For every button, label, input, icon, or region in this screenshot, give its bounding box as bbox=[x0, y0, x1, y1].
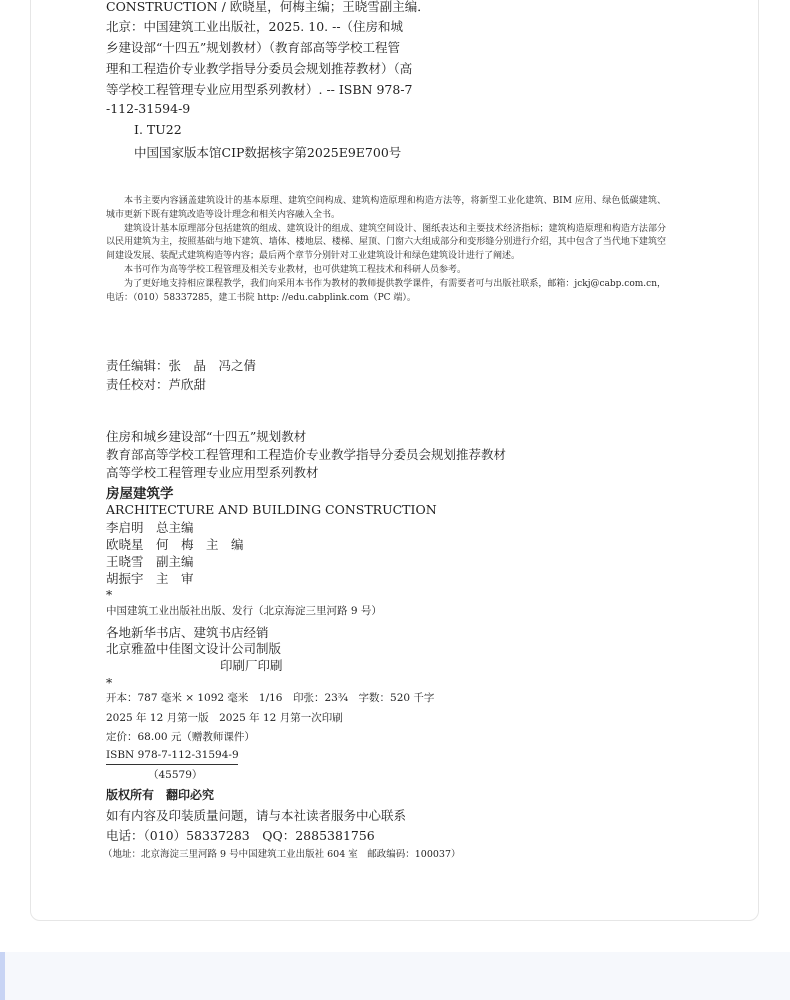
responsible-proofreader: 责任校对：芦欣甜 bbox=[106, 377, 207, 392]
responsible-editor: 责任编辑：张 晶 冯之倩 bbox=[106, 358, 257, 373]
book-title-cn: 房屋建筑学 bbox=[106, 486, 174, 502]
separator-star: * bbox=[106, 675, 113, 690]
cip-record-number: 中国国家版本馆CIP数据核字第2025E9E700号 bbox=[134, 145, 402, 160]
next-page-area bbox=[0, 952, 790, 1000]
abstract-paragraph: 为了更好地支持相应课程教学，我们向采用本书作为教材的教师提供教学课件，有需要者可与出版社联系，邮箱：jckj@cabp.com.cn，电话：（010）58337285，建工书院 http: //edu.cabplink.com（PC 端）。 bbox=[106, 278, 666, 303]
book-code: （45579） bbox=[148, 769, 203, 781]
cip-line: 乡建设部“十四五”规划教材）（教育部高等学校工程管 bbox=[106, 40, 401, 55]
series-line: 高等学校工程管理专业应用型系列教材 bbox=[106, 465, 319, 480]
edition-info: 2025 年 12 月第一版 2025 年 12 月第一次印刷 bbox=[106, 712, 343, 724]
printer: 印刷厂印刷 bbox=[220, 658, 283, 673]
typesetter: 北京雅盈中佳图文设计公司制版 bbox=[106, 641, 282, 656]
series-line: 教育部高等学校工程管理和工程造价专业教学指导分委员会规划推荐教材 bbox=[106, 447, 507, 462]
cip-line: 等学校工程管理专业应用型系列教材）. -- ISBN 978-7 bbox=[106, 82, 413, 97]
cip-line: 北京：中国建筑工业出版社，2025. 10. --（住房和城 bbox=[106, 19, 404, 34]
cip-line: -112-31594-9 bbox=[106, 101, 191, 116]
cip-class-number: Ⅰ. TU22 bbox=[134, 122, 182, 137]
chief-editor: 李启明 总主编 bbox=[106, 520, 194, 535]
book-format: 开本：787 毫米 × 1092 毫米 1/16 印张：23¾ 字数：520 千字 bbox=[106, 692, 435, 704]
price: 定价：68.00 元（赠教师课件） bbox=[106, 731, 255, 743]
series-line: 住房和城乡建设部“十四五”规划教材 bbox=[106, 429, 307, 444]
reviewer: 胡振宇 主 审 bbox=[106, 571, 194, 586]
cip-line: 理和工程造价专业教学指导分委员会规划推荐教材）（高 bbox=[106, 61, 413, 76]
book-title-en: ARCHITECTURE AND BUILDING CONSTRUCTION bbox=[106, 502, 437, 517]
service-phone: 电话：（010）58337283 QQ：2885381756 bbox=[106, 828, 375, 843]
deputy-editor: 王晓雪 副主编 bbox=[106, 554, 194, 569]
distributor: 各地新华书店、建筑书店经销 bbox=[106, 625, 269, 640]
publisher-address: （地址：北京海淀三里河路 9 号中国建筑工业出版社 604 室 邮政编码：100037） bbox=[103, 849, 461, 860]
editors: 欧晓星 何 梅 主 编 bbox=[106, 537, 244, 552]
isbn-rule bbox=[106, 764, 238, 765]
page-edge-accent bbox=[0, 952, 5, 1000]
service-contact: 如有内容及印装质量问题，请与本社读者服务中心联系 bbox=[106, 808, 407, 823]
abstract-paragraph: 本书主要内容涵盖建筑设计的基本原理、建筑空间构成、建筑构造原理和构造方法等，将新型工业化建筑、BIM 应用、绿色低碳建筑、城市更新下既有建筑改造等设计理念和相关内容融入全书。 bbox=[106, 196, 666, 220]
abstract-paragraph: 本书可作为高等学校工程管理及相关专业教材，也可供建筑工程技术和科研人员参考。 bbox=[124, 264, 467, 275]
isbn: ISBN 978-7-112-31594-9 bbox=[106, 749, 239, 761]
book-abstract bbox=[106, 195, 666, 305]
abstract-paragraph: 建筑设计基本原理部分包括建筑的组成、建筑设计的组成、建筑空间设计、图纸表达和主要技术经济指标；建筑构造原理和构造方法部分以民用建筑为主，按照基础与地下建筑、墙体、楼地层、楼梯、屋顶、门窗六大组成部分和变形缝分别进行介绍，其中包含了当代地下建筑空间建设发展、装配式建筑构造等内容；最后两个章节分别针对工业建筑设计和绿色建筑设计进行了阐述。 bbox=[106, 223, 666, 262]
separator-star: * bbox=[106, 587, 113, 602]
publisher: 中国建筑工业出版社出版、发行（北京海淀三里河路 9 号） bbox=[106, 605, 382, 617]
cip-line: CONSTRUCTION / 欧晓星，何梅主编；王晓雪副主编． bbox=[106, 0, 430, 14]
rights-notice: 版权所有 翻印必究 bbox=[106, 788, 215, 802]
